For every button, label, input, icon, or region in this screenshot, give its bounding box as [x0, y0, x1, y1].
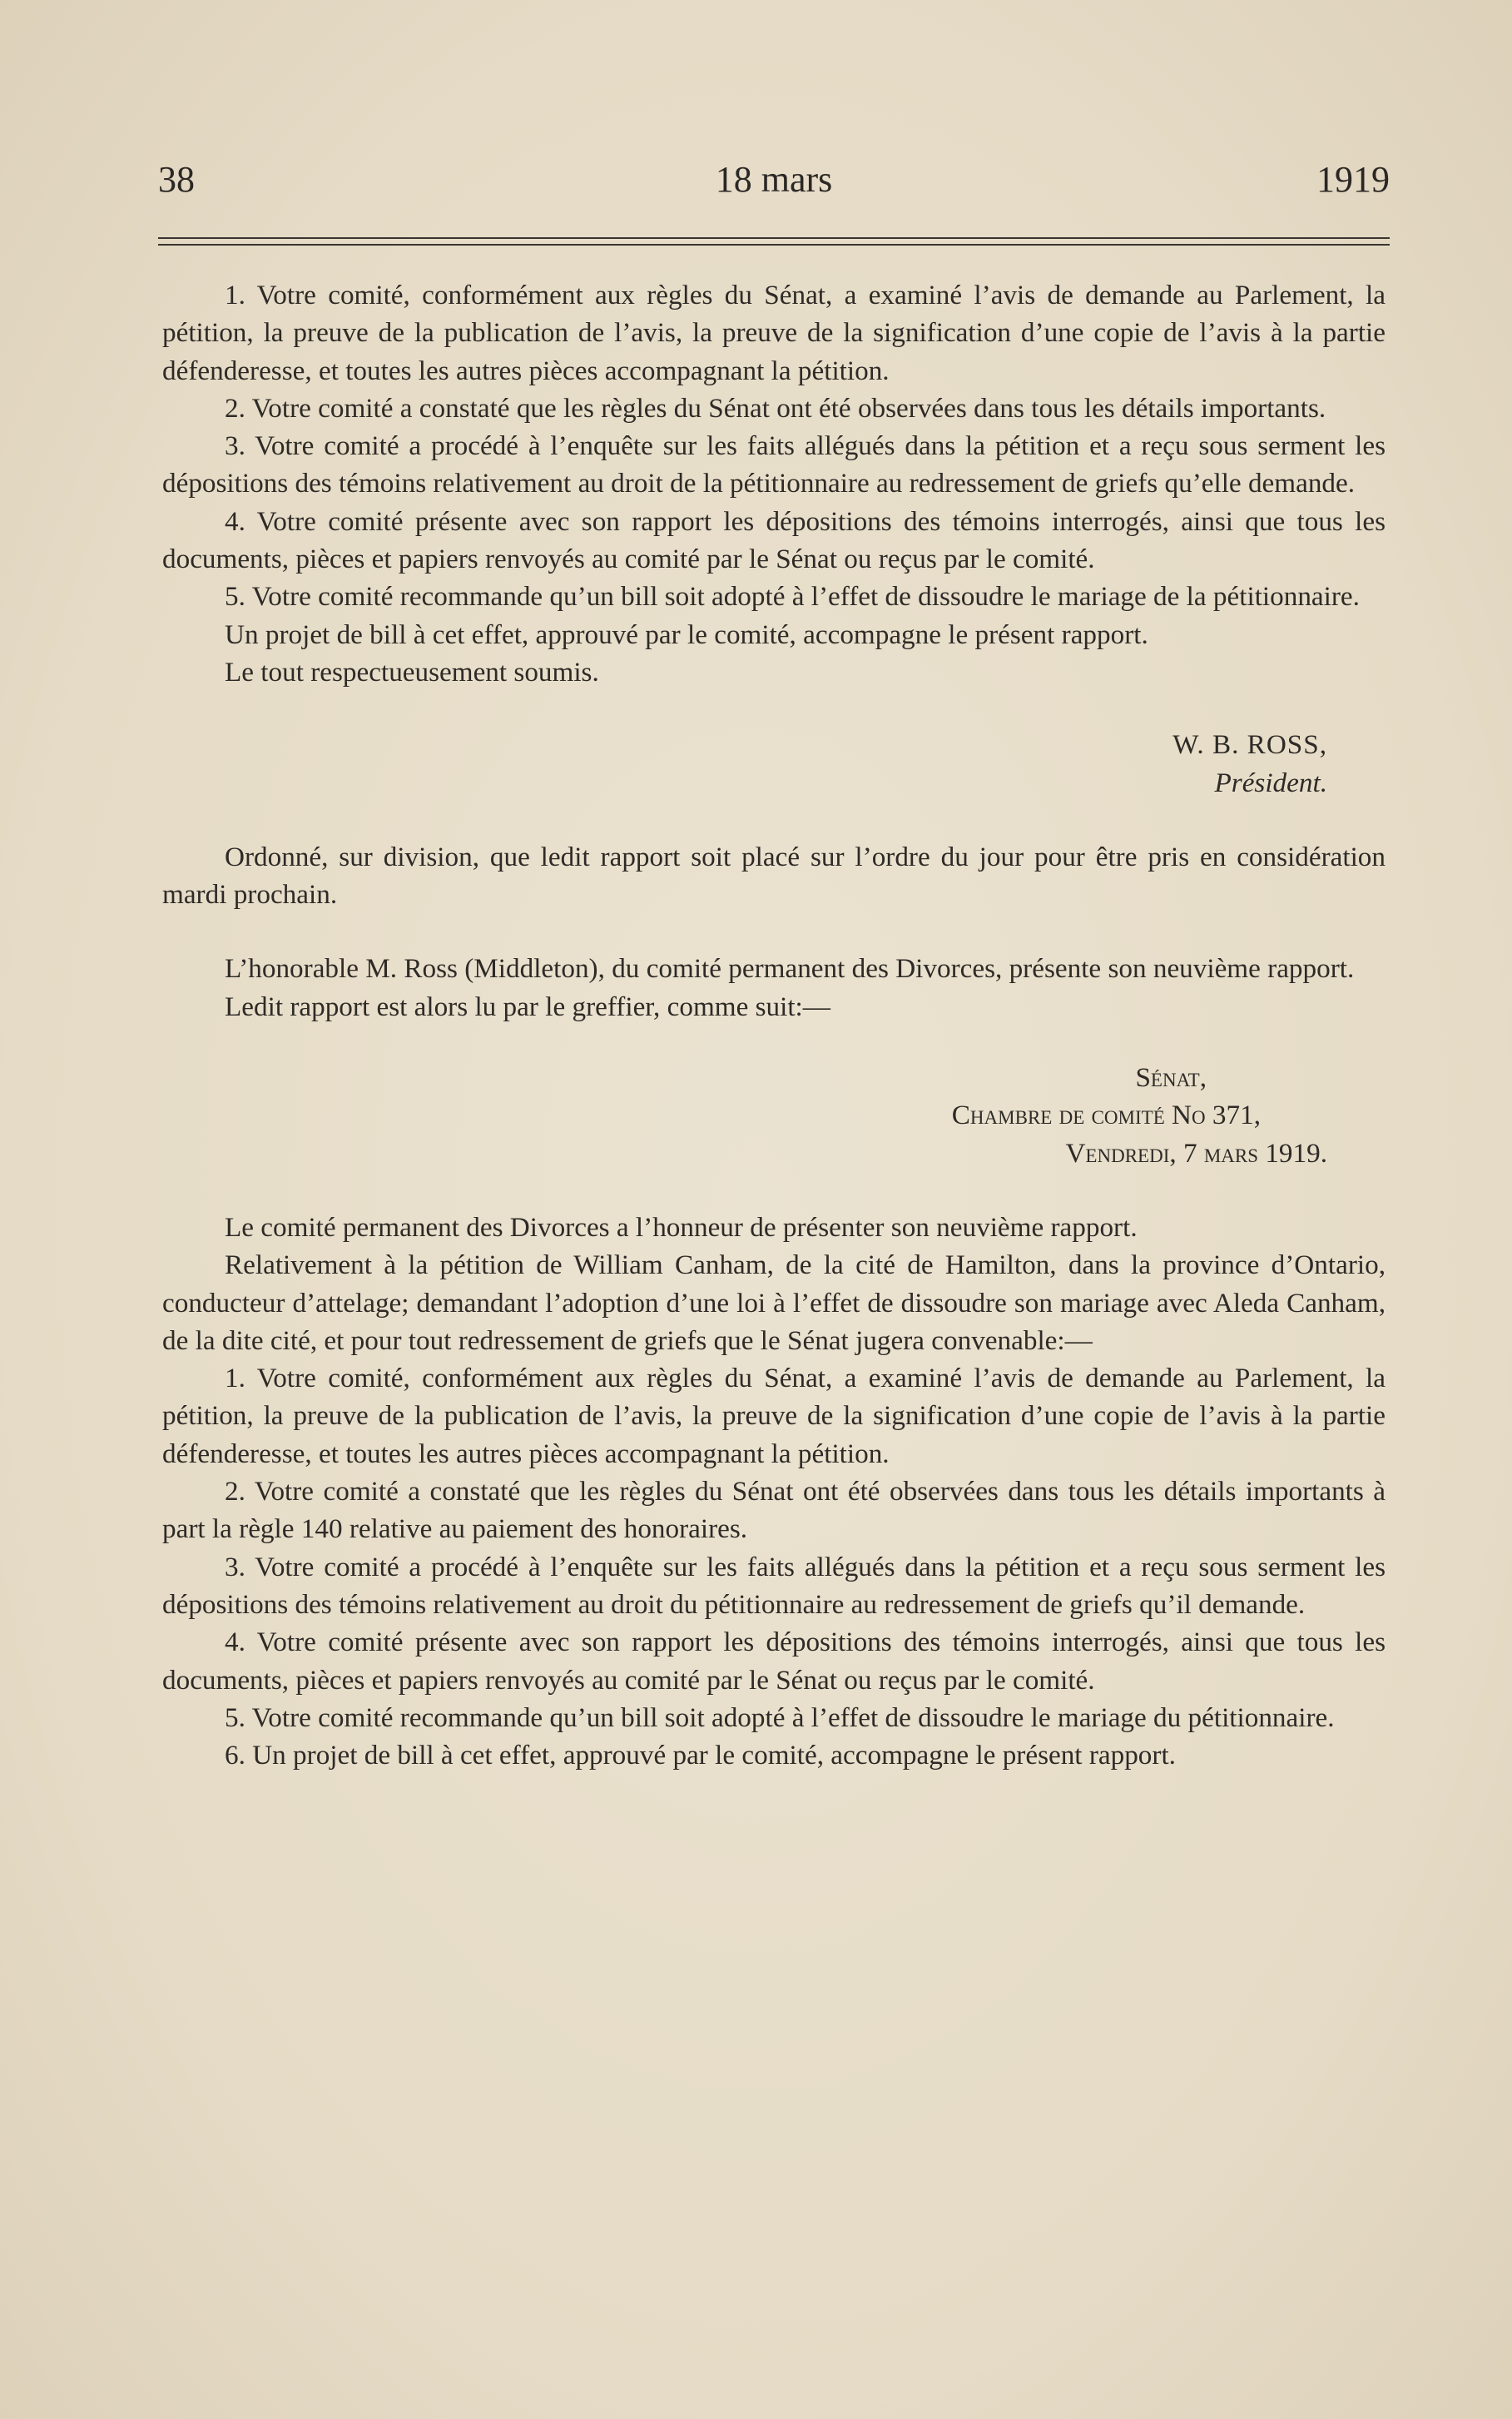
page-body	[162, 276, 1386, 1774]
page-number: 38	[158, 159, 195, 200]
signature-name: W. B. ROSS,	[1172, 729, 1327, 761]
report2-item-2: 2. Votre comité a constaté que les règles du Sénat ont été observées dans tous les détails importants à part la règle 140 relative au paiement des honoraires.	[162, 1476, 1386, 1545]
heading-room: Chambre de comité No 371,	[951, 1100, 1261, 1131]
report2-item-4: 4. Votre comité présente avec son rapport les dépositions des témoins interrogés, ainsi que tous les documents, pièces et papiers renvoyés au comité par le Sénat ou reçus par le comité.	[162, 1627, 1386, 1696]
header-date: 18 mars	[715, 159, 833, 200]
signature-block	[162, 726, 1386, 802]
report2-item-5: 5. Votre comité recommande qu’un bill soit adopté à l’effet de dissoudre le mariage du pétitionnaire.	[225, 1701, 1335, 1733]
report1-item-3: 3. Votre comité a procédé à l’enquête sur les faits allégués dans la pétition et a reçu sous serment les dépositions des témoins relativement au droit de la pétitionnaire au redressement de griefs qu’elle demande.	[162, 430, 1386, 499]
report2-item-3: 3. Votre comité a procédé à l’enquête sur les faits allégués dans la pétition et a reçu sous serment les dépositions des témoins relativement au droit du pétitionnaire au redressement de griefs qu’il demande.	[162, 1551, 1386, 1620]
header-year: 1919	[1316, 159, 1390, 200]
report1-item-4: 4. Votre comité présente avec son rapport les dépositions des témoins interrogés, ainsi que tous les documents, pièces et papiers renvoyés au comité par le Sénat ou reçus par le comité.	[162, 505, 1386, 575]
report1-item-1: 1. Votre comité, conformément aux règles du Sénat, a examiné l’avis de demande au Parlement, la pétition, la preuve de la publication de l’avis, la preuve de la signification d’une copie de l’avis à la partie défenderesse, et toutes les autres pièces accompagnant la pétition.	[162, 280, 1386, 386]
report2-item-6: 6. Un projet de bill à cet effet, approuvé par le comité, accompagne le présent rapport.	[225, 1740, 1176, 1771]
report1-item-2: 2. Votre comité a constaté que les règles du Sénat ont été observées dans tous les détails importants.	[225, 392, 1326, 424]
page-header	[158, 158, 1390, 208]
report1-closing: Le tout respectueusement soumis.	[225, 656, 599, 688]
report2-item-1: 1. Votre comité, conformément aux règles du Sénat, a examiné l’avis de demande au Parlement, la pétition, la preuve de la publication de l’avis, la preuve de la signification d’une copie de l’avis à la partie défenderesse, et toutes les autres pièces accompagnant la pétition.	[162, 1363, 1386, 1469]
report2-intro: Le comité permanent des Divorces a l’honneur de présenter son neuvième rapport.	[225, 1211, 1138, 1243]
signature-title: Président.	[1214, 767, 1327, 798]
order-paragraph: Ordonné, sur division, que ledit rapport soit placé sur l’ordre du jour pour être pris en considération mardi prochain.	[162, 841, 1386, 911]
read-paragraph: Ledit rapport est alors lu par le greffier, comme suit:—	[225, 991, 830, 1022]
heading-date: Vendredi, 7 mars 1919.	[1065, 1137, 1327, 1169]
report1-item-5: 5. Votre comité recommande qu’un bill soit adopté à l’effet de dissoudre le mariage de la pétitionnaire.	[225, 581, 1360, 613]
header-rule	[158, 237, 1390, 246]
report2-petition: Relativement à la pétition de William Canham, de la cité de Hamilton, dans la province d’Ontario, conducteur d’attelage; demandant l’adoption d’une loi à l’effet de dissoudre son mariage avec Aleda Canham, de la dite cité, et pour tout redressement de griefs que le Sénat jugera convenable:—	[162, 1249, 1386, 1356]
heading-senate: Sénat,	[1135, 1062, 1207, 1094]
report1-bill-note: Un projet de bill à cet effet, approuvé par le comité, accompagne le présent rapport.	[225, 618, 1148, 650]
presentation-paragraph: L’honorable M. Ross (Middleton), du comité permanent des Divorces, présente son neuvième rapport.	[225, 953, 1355, 985]
